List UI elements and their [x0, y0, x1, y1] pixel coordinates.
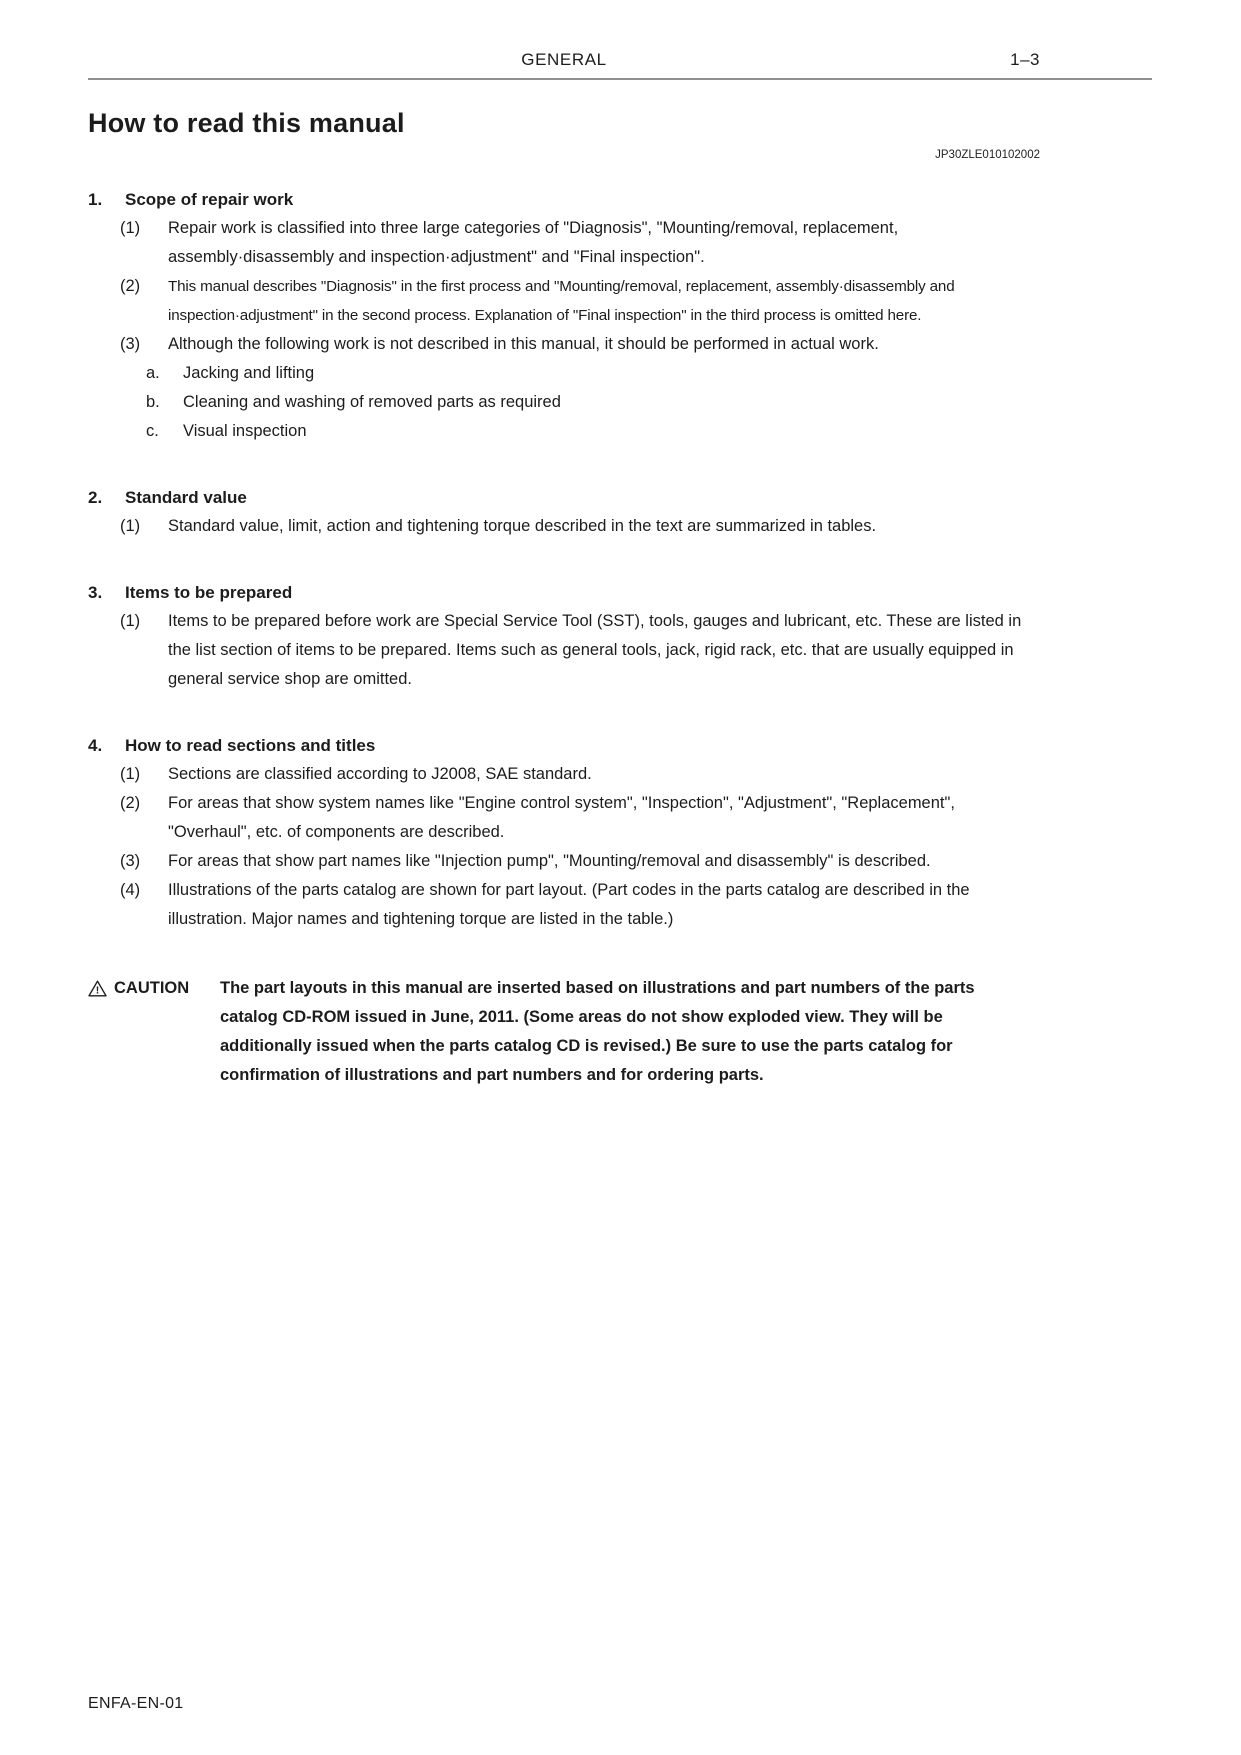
sub-list-item [146, 417, 1153, 446]
section-heading [88, 578, 1153, 607]
subitem-text: Cleaning and washing of removed parts as required [183, 393, 561, 411]
subitem-text: Jacking and lifting [183, 364, 315, 382]
list-item [120, 760, 1153, 789]
section-number: 4. [88, 736, 103, 755]
item-marker: (3) [120, 335, 141, 353]
section-number: 1. [88, 190, 103, 209]
list-item [120, 214, 1153, 272]
list-item [120, 789, 1153, 847]
item-marker: (4) [120, 881, 141, 899]
list-item [120, 272, 1153, 330]
item-text: For areas that show part names like "Injection pump", "Mounting/removal and disassembly" is described. [168, 852, 931, 870]
section-heading-text: Items to be prepared [125, 583, 293, 602]
list-item [120, 330, 1153, 359]
page-title: How to read this manual [88, 108, 405, 138]
subitem-marker: b. [146, 393, 160, 411]
item-text: Items to be prepared before work are Special Service Tool (SST), tools, gauges and lubricant, etc. These are listed in the list section of items to be prepared. Items such as general tools, jack, rigid rack, etc. that are usually equipped in general service shop are omitted. [168, 612, 1022, 688]
item-marker: (1) [120, 517, 141, 535]
section-number: 3. [88, 583, 103, 602]
subitem-text: Visual inspection [183, 422, 307, 440]
section-heading-text: Standard value [125, 488, 247, 507]
sub-list-item [146, 388, 1153, 417]
doc-code: JP30ZLE010102002 [935, 149, 1040, 161]
section-scope-of-repair-work [88, 185, 1153, 446]
item-marker: (2) [120, 794, 141, 812]
caution-text: The part layouts in this manual are inserted based on illustrations and part numbers of the parts catalog CD-ROM issued in June, 2011. (Some areas do not show exploded view. They will be additionally issued when the parts catalog CD is revised.) Be sure to use the parts catalog for confirmation of illustrations and part numbers and for ordering parts. [220, 979, 975, 1084]
list-item [120, 847, 1153, 876]
section-heading-text: Scope of repair work [125, 190, 294, 209]
item-marker: (2) [120, 277, 141, 295]
svg-text:!: ! [95, 984, 100, 997]
warning-icon [88, 980, 107, 997]
list-item [120, 876, 1153, 934]
item-marker: (1) [120, 765, 141, 783]
section-heading [88, 185, 1153, 214]
section-heading [88, 731, 1153, 760]
section-items-to-be-prepared [88, 578, 1153, 694]
list-item [120, 607, 1153, 694]
section-how-to-read-sections-and-titles [88, 731, 1153, 934]
item-text: Standard value, limit, action and tightening torque described in the text are summarized in tables. [168, 517, 877, 535]
item-marker: (1) [120, 612, 141, 630]
subitem-marker: a. [146, 364, 160, 382]
footer-document-code: ENFA-EN-01 [88, 1695, 184, 1712]
section-number: 2. [88, 488, 103, 507]
sub-list-item [146, 359, 1153, 388]
list-item [120, 512, 1153, 541]
subitem-marker: c. [146, 422, 159, 440]
section-standard-value [88, 483, 1153, 541]
header-section-title: GENERAL [521, 50, 607, 69]
item-text: Sections are classified according to J2008, SAE standard. [168, 765, 592, 783]
page-header [0, 0, 1241, 80]
item-text: For areas that show system names like "Engine control system", "Inspection", "Adjustment", "Replacement", "Overhaul", etc. of components are described. [168, 794, 955, 841]
caution-label [88, 974, 220, 1003]
header-rule [88, 78, 1152, 80]
page-number: 1–3 [1010, 50, 1040, 69]
manual-body [88, 185, 1153, 934]
caution-block [88, 974, 1153, 1090]
section-heading [88, 483, 1153, 512]
section-heading-text: How to read sections and titles [125, 736, 376, 755]
item-marker: (1) [120, 219, 141, 237]
caution-label-text: CAUTION [114, 979, 190, 997]
item-marker: (3) [120, 852, 141, 870]
item-text: Repair work is classified into three large categories of "Diagnosis", "Mounting/removal, replacement, assembly·disassembly and inspection·adjustment" and "Final inspection". [168, 219, 899, 266]
item-text: Although the following work is not described in this manual, it should be performed in actual work. [168, 335, 879, 353]
item-text: This manual describes "Diagnosis" in the first process and "Mounting/removal, replacement, assembly·disassembly and inspection·adjustment" in the second process. Explanation of "Final inspection" in the third process is omitted here. [168, 278, 955, 324]
item-text: Illustrations of the parts catalog are shown for part layout. (Part codes in the parts catalog are described in the illustration. Major names and tightening torque are listed in the table.) [168, 881, 970, 928]
